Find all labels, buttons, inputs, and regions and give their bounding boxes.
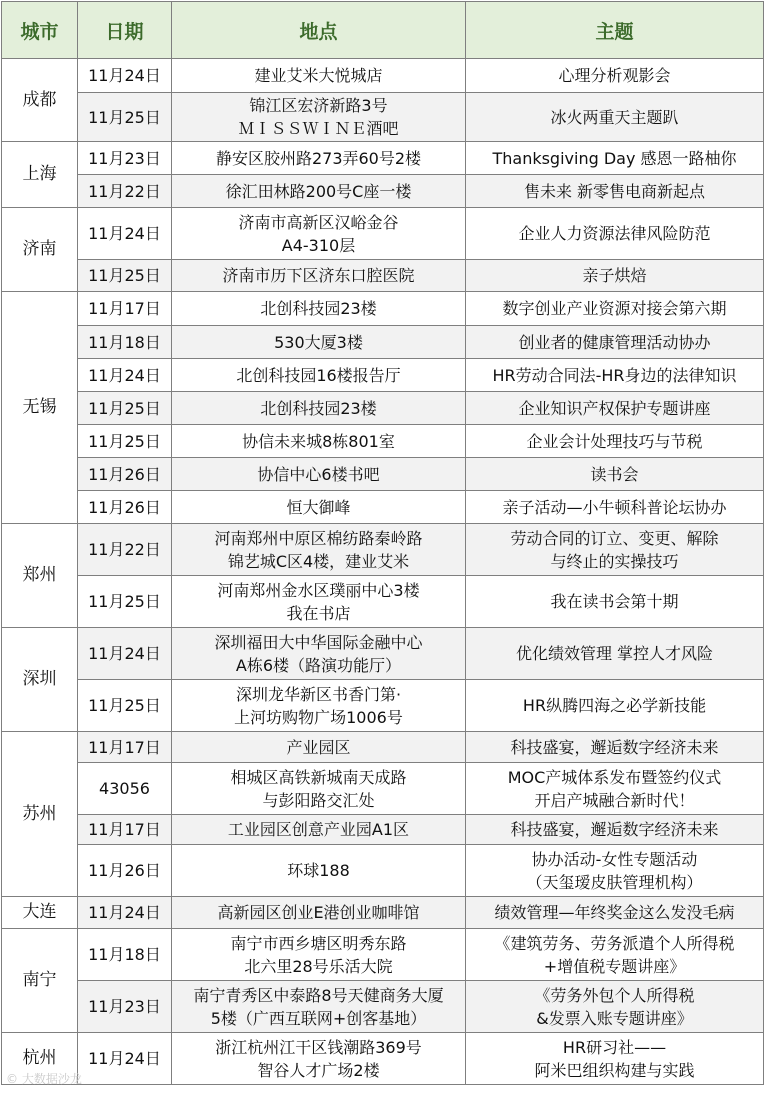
topic-cell: 数字创业产业资源对接会第六期 bbox=[466, 292, 764, 326]
place-cell: 相城区高铁新城南天成路 与彭阳路交汇处 bbox=[172, 763, 466, 815]
table-row bbox=[2, 260, 764, 292]
topic-cell: 《劳务外包个人所得税 &发票入账专题讲座》 bbox=[466, 981, 764, 1033]
table-row bbox=[2, 392, 764, 425]
city-cell: 无锡 bbox=[2, 292, 78, 524]
date-cell: 11月24日 bbox=[78, 359, 172, 392]
topic-cell: 读书会 bbox=[466, 458, 764, 491]
header-topic: 主题 bbox=[466, 2, 764, 59]
place-cell: 深圳福田大中华国际金融中心 A栋6楼（路演功能厅） bbox=[172, 628, 466, 680]
topic-cell: 科技盛宴，邂逅数字经济未来 bbox=[466, 732, 764, 763]
header-place: 地点 bbox=[172, 2, 466, 59]
place-cell: 浙江杭州江干区钱潮路369号 智谷人才广场2楼 bbox=[172, 1033, 466, 1085]
date-cell: 11月25日 bbox=[78, 392, 172, 425]
topic-cell: 创业者的健康管理活动协办 bbox=[466, 326, 764, 359]
date-cell: 11月17日 bbox=[78, 292, 172, 326]
place-cell: 河南郑州金水区璞丽中心3楼 我在书店 bbox=[172, 576, 466, 628]
city-cell: 上海 bbox=[2, 142, 78, 208]
table-row bbox=[2, 93, 764, 142]
table-row bbox=[2, 981, 764, 1033]
date-cell: 11月22日 bbox=[78, 175, 172, 208]
table-row bbox=[2, 59, 764, 93]
city-cell: 深圳 bbox=[2, 628, 78, 732]
table-row bbox=[2, 491, 764, 524]
place-cell: 河南郑州中原区棉纺路秦岭路 锦艺城C区4楼，建业艾米 bbox=[172, 524, 466, 576]
topic-cell: 企业会计处理技巧与节税 bbox=[466, 425, 764, 458]
table-row bbox=[2, 763, 764, 815]
table-row bbox=[2, 897, 764, 929]
watermark: © 大数据沙龙 bbox=[6, 1072, 82, 1086]
table-body bbox=[2, 59, 764, 1085]
city-cell: 南宁 bbox=[2, 929, 78, 1033]
date-cell: 11月24日 bbox=[78, 1033, 172, 1085]
topic-cell: HR研习社—— 阿米巴组织构建与实践 bbox=[466, 1033, 764, 1085]
header-date: 日期 bbox=[78, 2, 172, 59]
date-cell: 11月23日 bbox=[78, 981, 172, 1033]
topic-cell: 《建筑劳务、劳务派遣个人所得税 +增值税专题讲座》 bbox=[466, 929, 764, 981]
place-cell: 协信中心6楼书吧 bbox=[172, 458, 466, 491]
date-cell: 11月18日 bbox=[78, 929, 172, 981]
table-row bbox=[2, 628, 764, 680]
table-row bbox=[2, 326, 764, 359]
topic-cell: 冰火两重天主题趴 bbox=[466, 93, 764, 142]
city-cell: 大连 bbox=[2, 897, 78, 929]
topic-cell: 企业知识产权保护专题讲座 bbox=[466, 392, 764, 425]
topic-cell: HR劳动合同法-HR身边的法律知识 bbox=[466, 359, 764, 392]
date-cell: 11月24日 bbox=[78, 897, 172, 929]
place-cell: 静安区胶州路273弄60号2楼 bbox=[172, 142, 466, 175]
place-cell: 深圳龙华新区书香门第· 上河坊购物广场1006号 bbox=[172, 680, 466, 732]
place-cell: 南宁市西乡塘区明秀东路 北六里28号乐活大院 bbox=[172, 929, 466, 981]
topic-cell: 科技盛宴，邂逅数字经济未来 bbox=[466, 815, 764, 845]
date-cell: 11月26日 bbox=[78, 491, 172, 524]
date-cell: 11月25日 bbox=[78, 576, 172, 628]
place-cell: 济南市高新区汉峪金谷 A4-310层 bbox=[172, 208, 466, 260]
table-row bbox=[2, 576, 764, 628]
topic-cell: 亲子烘焙 bbox=[466, 260, 764, 292]
place-cell: 530大厦3楼 bbox=[172, 326, 466, 359]
date-cell: 11月26日 bbox=[78, 845, 172, 897]
table-row bbox=[2, 732, 764, 763]
date-cell: 11月25日 bbox=[78, 680, 172, 732]
table-row bbox=[2, 359, 764, 392]
date-cell: 11月24日 bbox=[78, 628, 172, 680]
topic-cell: 亲子活动—小牛顿科普论坛协办 bbox=[466, 491, 764, 524]
table-row bbox=[2, 458, 764, 491]
date-cell: 11月26日 bbox=[78, 458, 172, 491]
date-cell: 11月23日 bbox=[78, 142, 172, 175]
place-cell: 济南市历下区济东口腔医院 bbox=[172, 260, 466, 292]
events-table bbox=[1, 1, 764, 1085]
date-cell: 11月25日 bbox=[78, 93, 172, 142]
date-cell: 11月25日 bbox=[78, 425, 172, 458]
date-cell: 11月17日 bbox=[78, 732, 172, 763]
date-cell: 11月22日 bbox=[78, 524, 172, 576]
topic-cell: Thanksgiving Day 感恩一路柚你 bbox=[466, 142, 764, 175]
date-cell: 11月24日 bbox=[78, 208, 172, 260]
date-cell: 11月25日 bbox=[78, 260, 172, 292]
city-cell: 济南 bbox=[2, 208, 78, 292]
place-cell: 锦江区宏济新路3号 ＭＩＳＳＷＩＮＥ酒吧 bbox=[172, 93, 466, 142]
place-cell: 恒大御峰 bbox=[172, 491, 466, 524]
place-cell: 建业艾米大悦城店 bbox=[172, 59, 466, 93]
topic-cell: 售未来 新零售电商新起点 bbox=[466, 175, 764, 208]
table-row bbox=[2, 175, 764, 208]
place-cell: 环球188 bbox=[172, 845, 466, 897]
place-cell: 工业园区创意产业园A1区 bbox=[172, 815, 466, 845]
header-row bbox=[2, 2, 764, 59]
place-cell: 产业园区 bbox=[172, 732, 466, 763]
topic-cell: 绩效管理—年终奖金这么发没毛病 bbox=[466, 897, 764, 929]
place-cell: 徐汇田林路200号C座一楼 bbox=[172, 175, 466, 208]
city-cell: 杭州 bbox=[2, 1033, 78, 1085]
place-cell: 协信未来城8栋801室 bbox=[172, 425, 466, 458]
topic-cell: 协办活动-女性专题活动 （天玺瑷皮肤管理机构） bbox=[466, 845, 764, 897]
place-cell: 北创科技园23楼 bbox=[172, 292, 466, 326]
topic-cell: 劳动合同的订立、变更、解除 与终止的实操技巧 bbox=[466, 524, 764, 576]
topic-cell: 企业人力资源法律风险防范 bbox=[466, 208, 764, 260]
table-row bbox=[2, 680, 764, 732]
table-row bbox=[2, 425, 764, 458]
table-row bbox=[2, 1033, 764, 1085]
topic-cell: 心理分析观影会 bbox=[466, 59, 764, 93]
topic-cell: MOC产城体系发布暨签约仪式 开启产城融合新时代！ bbox=[466, 763, 764, 815]
topic-cell: HR纵腾四海之必学新技能 bbox=[466, 680, 764, 732]
table-row bbox=[2, 929, 764, 981]
date-cell: 43056 bbox=[78, 763, 172, 815]
header-city: 城市 bbox=[2, 2, 78, 59]
place-cell: 北创科技园23楼 bbox=[172, 392, 466, 425]
place-cell: 北创科技园16楼报告厅 bbox=[172, 359, 466, 392]
place-cell: 南宁青秀区中泰路8号天健商务大厦 5楼（广西互联网+创客基地） bbox=[172, 981, 466, 1033]
date-cell: 11月17日 bbox=[78, 815, 172, 845]
city-cell: 苏州 bbox=[2, 732, 78, 897]
table-row bbox=[2, 815, 764, 845]
table-row bbox=[2, 142, 764, 175]
topic-cell: 我在读书会第十期 bbox=[466, 576, 764, 628]
city-cell: 郑州 bbox=[2, 524, 78, 628]
place-cell: 高新园区创业E港创业咖啡馆 bbox=[172, 897, 466, 929]
table-row bbox=[2, 292, 764, 326]
table-row bbox=[2, 524, 764, 576]
city-cell: 成都 bbox=[2, 59, 78, 142]
topic-cell: 优化绩效管理 掌控人才风险 bbox=[466, 628, 764, 680]
date-cell: 11月24日 bbox=[78, 59, 172, 93]
table-row bbox=[2, 845, 764, 897]
date-cell: 11月18日 bbox=[78, 326, 172, 359]
table-row bbox=[2, 208, 764, 260]
